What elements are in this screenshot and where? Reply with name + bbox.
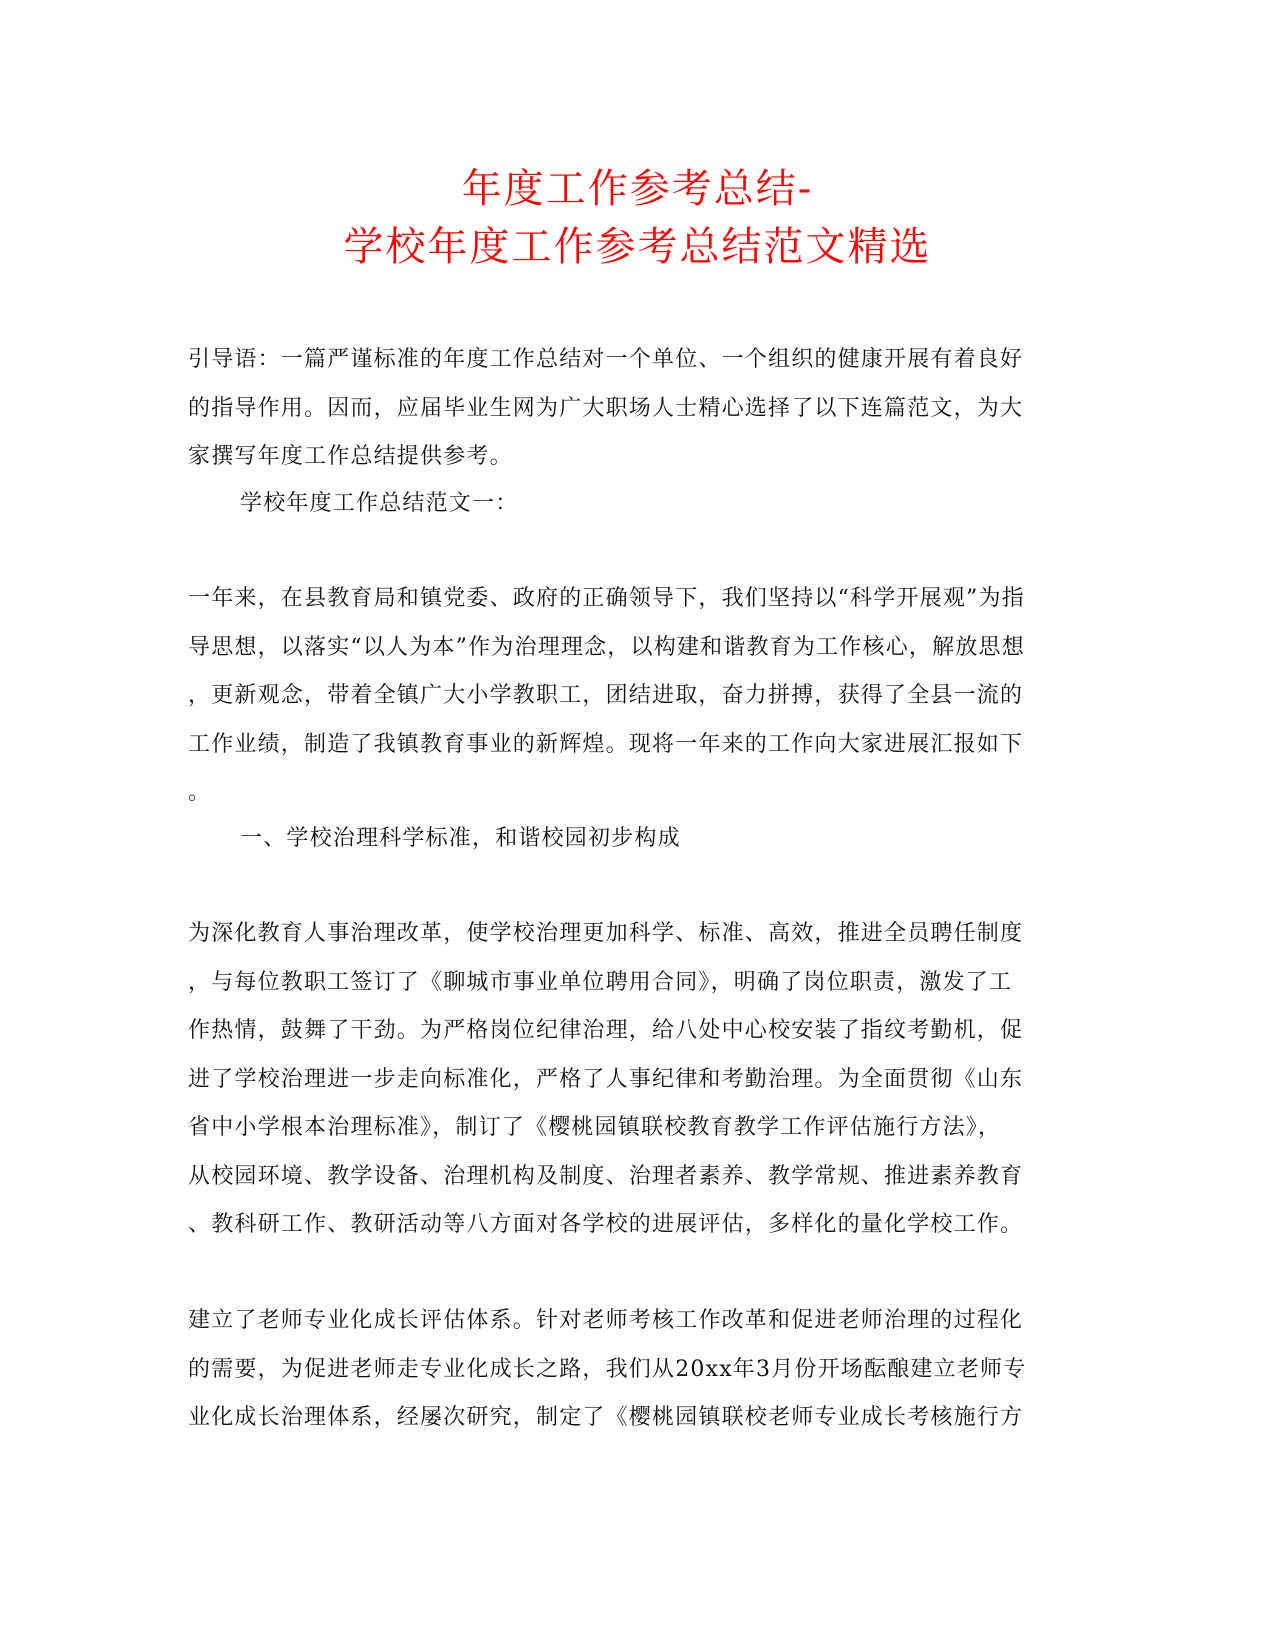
paragraph-line: ，更新观念，带着全镇广大小学教职工，团结进取，奋力拼搏，获得了全县一流的 (188, 683, 1024, 708)
intro-paragraph (188, 336, 1088, 482)
paragraph-one (188, 575, 1088, 818)
paragraph-line: 的需要，为促进老师走专业化成长之路，我们从20xx年3月份开场酝酿建立老师专 (188, 1356, 1027, 1382)
paragraph-line: 为深化教育人事治理改革，使学校治理更加科学、标准、高效，推进全员聘任制度 (188, 921, 1024, 946)
paragraph-line: 进了学校治理进一步走向标准化，严格了人事纪律和考勤治理。为全面贯彻《山东 (188, 1066, 1024, 1092)
intro-line: 引导语：一篇严谨标准的年度工作总结对一个单位、一个组织的健康开展有着良好 (188, 347, 1024, 372)
paragraph-line: 一年来，在县教育局和镇党委、政府的正确领导下，我们坚持以“科学开展观”为指 (188, 586, 1025, 611)
title-line-2: 学校年度工作参考总结范文精选 (343, 224, 932, 270)
intro-line: 家撰写年度工作总结提供参考。 (188, 444, 513, 469)
subheading-sample-one (188, 480, 1088, 529)
paragraph-line: 。 (188, 780, 212, 805)
title-line-1: 年度工作参考总结- (461, 166, 814, 212)
section-heading-one (188, 815, 1088, 864)
paragraph-line: 、教科研工作、教研活动等八方面对各学校的进展评估，多样化的量化学校工作。 (188, 1212, 1024, 1237)
paragraph-line: 作热情，鼓舞了干劲。为严格岗位纪律治理，给八处中心校安装了指纹考勤机，促 (188, 1018, 1024, 1043)
subheading-text: 学校年度工作总结范文一： (240, 491, 519, 516)
paragraph-line: 建立了老师专业化成长评估体系。针对老师考核工作改革和促进老师治理的过程化 (188, 1308, 1024, 1333)
paragraph-line: 工作业绩，制造了我镇教育事业的新辉煌。现将一年来的工作向大家进展汇报如下 (188, 731, 1024, 757)
paragraph-line: 从校园环境、教学设备、治理机构及制度、治理者素养、教学常规、推进素养教育 (188, 1163, 1024, 1189)
paragraph-line: 导思想，以落实“以人为本”作为治理理念，以构建和谐教育为工作核心，解放思想 (188, 634, 1025, 660)
intro-line: 的指导作用。因而，应届毕业生网为广大职场人士精心选择了以下连篇范文，为大 (188, 395, 1024, 421)
paragraph-line: 省中小学根本治理标准》，制订了《樱桃园镇联校教育教学工作评估施行方法》， (188, 1115, 1002, 1140)
paragraph-line: 业化成长治理体系，经屡次研究，制定了《樱桃园镇联校老师专业成长考核施行方 (188, 1405, 1024, 1430)
section-heading-text: 一、学校治理科学标准，和谐校园初步构成 (240, 826, 681, 851)
paragraph-two (188, 910, 1088, 1250)
document-title (0, 160, 1275, 276)
paragraph-line: ，与每位教职工签订了《聊城市事业单位聘用合同》，明确了岗位职责，激发了工 (188, 969, 1013, 995)
paragraph-three (188, 1297, 1088, 1443)
